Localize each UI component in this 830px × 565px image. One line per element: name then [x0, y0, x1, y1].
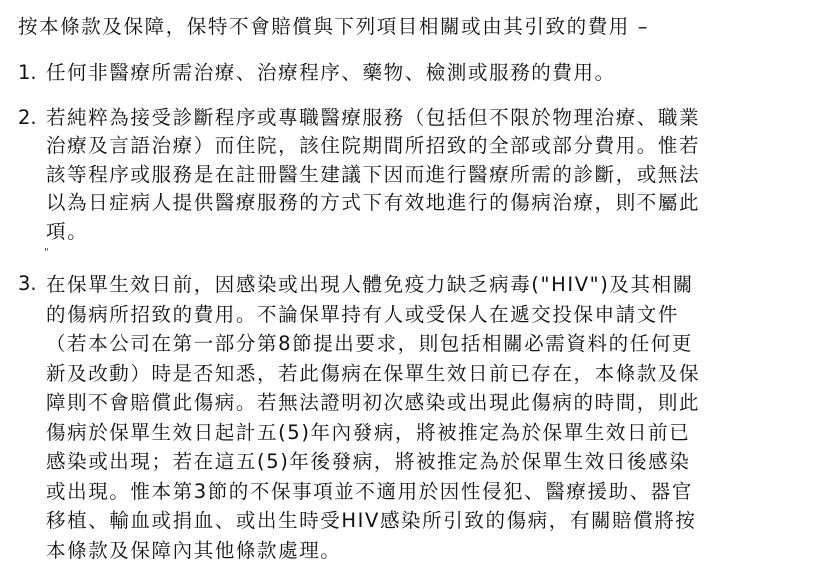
intro-text: 按本條款及保障，保特不會賠償與下列項目相關或由其引致的費用 – — [18, 14, 784, 40]
clause-line: 障則不會賠償此傷病。若無法證明初次感染或出現此傷病的時間，則此 — [46, 388, 784, 418]
clause-number: 1. — [18, 59, 37, 88]
exclusion-clause-1 — [14, 59, 784, 88]
clause-line: 本條款及保障內其他條款處理。 — [46, 536, 784, 565]
clause-line: 任何非醫療所需治療、治療程序、藥物、檢測或服務的費用。 — [46, 59, 784, 88]
clause-line: 的傷病所招致的費用。不論保單持有人或受保人在遞交投保申請文件 — [46, 300, 784, 330]
clause-line: 若純粹為接受診斷程序或專職醫療服務（包括但不限於物理治療、職業 — [46, 104, 784, 133]
clause-line: 該等程序或服務是在註冊醫生建議下因而進行醫療所需的診斷，或無法 — [46, 161, 784, 190]
clause-line: 傷病於保單生效日起計五(5)年內發病，將被推定為於保單生效日前已 — [46, 418, 784, 448]
clause-line: 或出現。惟本第3節的不保事項並不適用於因性侵犯、醫療援助、器官 — [46, 477, 784, 507]
clause-line: 移植、輸血或捐血、或出生時受HIV感染所引致的傷病，有關賠償將按 — [46, 506, 784, 536]
clause-line: 項。 — [46, 218, 784, 247]
clause-number: 3. — [18, 270, 37, 299]
exclusion-clause-3 — [14, 270, 784, 565]
clause-line: 在保單生效日前，因感染或出現人體免疫力缺乏病毒("HIV")及其相關 — [46, 270, 784, 300]
clause-line: （若本公司在第一部分第8節提出要求，則包括相關必需資料的任何更 — [46, 329, 784, 359]
clause-line: 治療及言語治療）而住院，該住院期間所招致的全部或部分費用。惟若 — [46, 132, 784, 161]
clause-number: 2. — [18, 104, 37, 133]
exclusions-document — [14, 14, 784, 565]
stray-quote-mark: " — [14, 248, 784, 270]
clause-line: 以為日症病人提供醫療服務的方式下有效地進行的傷病治療，則不屬此 — [46, 189, 784, 218]
exclusion-clause-2 — [14, 104, 784, 247]
clause-line: 感染或出現；若在這五(5)年後發病，將被推定為於保單生效日後感染 — [46, 447, 784, 477]
clause-line: 新及改動）時是否知悉，若此傷病在保單生效日前已存在，本條款及保 — [46, 359, 784, 389]
